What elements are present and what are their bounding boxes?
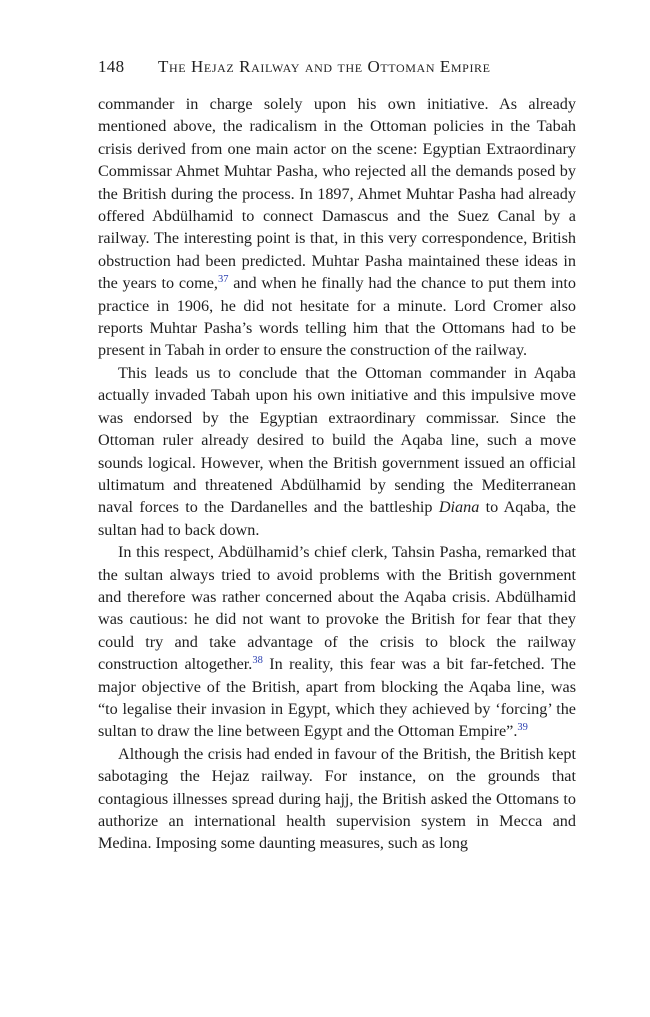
page-number: 148 bbox=[98, 57, 125, 76]
italic-ship-name: Diana bbox=[438, 498, 480, 517]
text-run: to Aqaba, the sultan had to back down. bbox=[98, 498, 576, 539]
text-run: In reality, this fear was a bit far-fetched. The major objective of the British, apart from blocking the Aqaba line, was “to legalise their invasion in Egypt, which they achieved by ‘forcing’ the sultan to draw the line between Egypt and the Ottoman Empire”. bbox=[98, 655, 576, 741]
footnote-reference[interactable]: 38 bbox=[252, 655, 263, 667]
text-run: This leads us to conclude that the Ottoman commander in Aqaba actually invaded Tabah upon his own initiative and this impulsive move was endorsed by the Egyptian extraordinary commissar. Since the Ottoman ruler already desired to build the Aqaba line, such a move sounds logical. However, when the British government issued an official ultimatum and threatened Abdülhamid by sending the Mediterranean naval forces to the Dardanelles and the battleship bbox=[98, 363, 576, 517]
text-run: commander in charge solely upon his own initiative. As already mentioned above, the radicalism in the Ottoman policies in the Tabah crisis derived from one main actor on the scene: Egyptian Extraordinary Commissar Ahmet Muhtar Pasha, who rejected all the demands posed by the British during the process. In 1897, Ahmet Muhtar Pasha had already offered Abdülhamid to connect Damascus and the Suez Canal by a railway. The interesting point is that, in this very correspondence, British obstruction had been predicted. Muhtar Pasha maintained these ideas in the years to come, bbox=[98, 95, 576, 293]
running-title: The Hejaz Railway and the Ottoman Empire bbox=[158, 57, 491, 76]
running-head bbox=[98, 56, 576, 78]
footnote-reference[interactable]: 37 bbox=[217, 274, 229, 286]
text-run: In this respect, Abdülhamid’s chief clerk, Tahsin Pasha, remarked that the sultan always tried to avoid problems with the British government and therefore was rather concerned about the Aqaba crisis. Abdülhamid was cautious: he did not want to provoke the British for fear that they could try and take advantage of the crisis to block the railway construction altogether. bbox=[98, 543, 576, 674]
paragraph bbox=[98, 541, 576, 743]
paragraph bbox=[98, 362, 576, 541]
paragraph bbox=[98, 93, 576, 362]
footnote-reference[interactable]: 39 bbox=[517, 722, 528, 734]
text-run: and when he finally had the chance to put them into practice in 1906, he did not hesitate for a minute. Lord Cromer also reports Muhtar Pasha’s words telling him that the Ottomans had to be present in Tabah in order to ensure the construction of the railway. bbox=[98, 274, 576, 360]
paragraph bbox=[98, 743, 576, 855]
body-text bbox=[98, 93, 576, 855]
text-run: Although the crisis had ended in favour of the British, the British kept sabotaging the Hejaz railway. For instance, on the grounds that contagious illnesses spread during hajj, the British asked the Ottomans to authorize an international health supervision system in Mecca and Medina. Imposing some daunting measures, such as long bbox=[98, 744, 576, 853]
